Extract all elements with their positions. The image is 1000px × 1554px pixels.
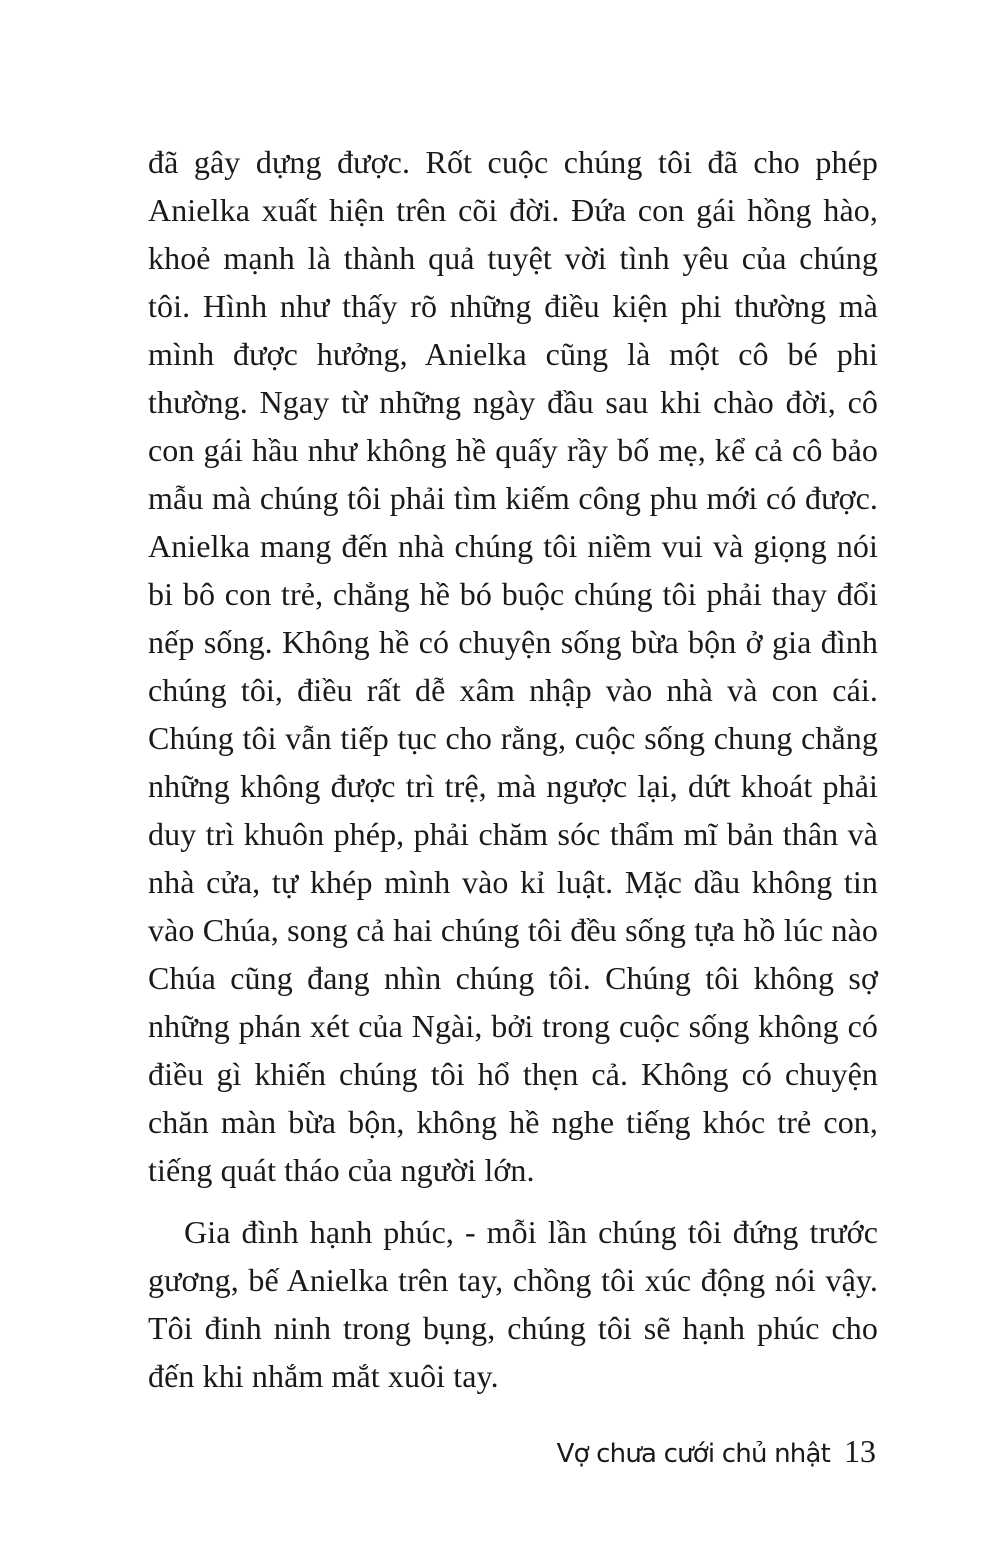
paragraph-2: [148, 1208, 878, 1400]
paragraph-gap: [148, 1194, 878, 1208]
text-line: mẫu mà chúng tôi phải tìm kiếm công phu mới có được.: [148, 480, 878, 516]
text-line: Gia đình hạnh phúc, - mỗi lần chúng tôi đứng trước: [184, 1214, 878, 1250]
text-line: Anielka xuất hiện trên cõi đời. Đứa con gái hồng hào,: [148, 192, 878, 228]
text-line: nhà cửa, tự khép mình vào kỉ luật. Mặc dầu không tin: [148, 864, 878, 900]
text-line: những phán xét của Ngài, bởi trong cuộc sống không có: [148, 1008, 878, 1044]
page-number: 13: [844, 1433, 876, 1469]
text-line: chăn màn bừa bộn, không hề nghe tiếng khóc trẻ con,: [148, 1104, 878, 1140]
paragraph-1: [148, 138, 878, 1194]
text-line: con gái hầu như không hề quấy rầy bố mẹ, kể cả cô bảo: [148, 432, 878, 468]
text-line: chúng tôi, điều rất dễ xâm nhập vào nhà và con cái.: [148, 672, 878, 708]
text-line: nếp sống. Không hề có chuyện sống bừa bộn ở gia đình: [148, 624, 878, 660]
text-line: Chúa cũng đang nhìn chúng tôi. Chúng tôi không sợ: [148, 960, 878, 996]
text-line: đến khi nhắm mắt xuôi tay.: [148, 1358, 499, 1394]
text-line: duy trì khuôn phép, phải chăm sóc thẩm mĩ bản thân và: [148, 816, 878, 852]
text-line: khoẻ mạnh là thành quả tuyệt vời tình yêu của chúng: [148, 240, 878, 276]
text-line: Chúng tôi vẫn tiếp tục cho rằng, cuộc sống chung chẳng: [148, 720, 878, 756]
body-text: [148, 138, 878, 1400]
running-title: Vợ chưa cưới chủ nhật: [556, 1439, 830, 1469]
text-line: thường. Ngay từ những ngày đầu sau khi chào đời, cô: [148, 384, 878, 420]
page-footer: [557, 1433, 876, 1473]
text-line: đã gây dựng được. Rốt cuộc chúng tôi đã cho phép: [148, 144, 878, 180]
text-line: Tôi đinh ninh trong bụng, chúng tôi sẽ hạnh phúc cho: [148, 1310, 878, 1346]
text-line: vào Chúa, song cả hai chúng tôi đều sống tựa hồ lúc nào: [148, 912, 878, 948]
text-line: bi bô con trẻ, chẳng hề bó buộc chúng tôi phải thay đổi: [148, 576, 878, 612]
text-line: Anielka mang đến nhà chúng tôi niềm vui và giọng nói: [148, 528, 878, 564]
text-line: những không được trì trệ, mà ngược lại, dứt khoát phải: [148, 768, 878, 804]
text-line: tiếng quát tháo của người lớn.: [148, 1152, 535, 1188]
text-line: gương, bế Anielka trên tay, chồng tôi xúc động nói vậy.: [148, 1262, 878, 1298]
text-line: tôi. Hình như thấy rõ những điều kiện phi thường mà: [148, 288, 878, 324]
text-line: điều gì khiến chúng tôi hổ thẹn cả. Không có chuyện: [148, 1056, 878, 1092]
text-line: mình được hưởng, Anielka cũng là một cô bé phi: [148, 336, 878, 372]
